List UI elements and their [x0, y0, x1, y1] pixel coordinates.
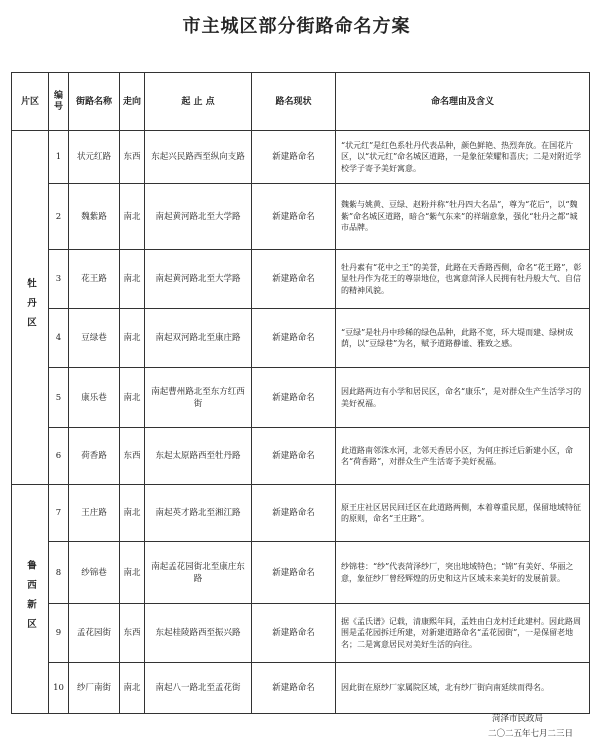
street-name-cell: 纱厂南街: [69, 663, 120, 714]
street-name-cell: 康乐巷: [69, 368, 120, 428]
street-name-cell: 花王路: [69, 250, 120, 309]
direction-cell: 南北: [120, 663, 145, 714]
status-cell: 新建路命名: [252, 542, 336, 604]
table-row: [12, 368, 590, 428]
row-number-cell: 2: [49, 184, 69, 250]
endpoints-cell: 东起太原路西至牡丹路: [145, 428, 252, 485]
header-direction: 走向: [120, 73, 145, 131]
table-row: [12, 131, 590, 184]
naming-table: [11, 72, 590, 714]
direction-cell: 南北: [120, 250, 145, 309]
row-number-cell: 10: [49, 663, 69, 714]
header-district: 片区: [12, 73, 49, 131]
endpoints-cell: 南起英才路北至湘江路: [145, 485, 252, 542]
reason-cell: 牡丹素有“花中之王”的美誉，此路在天香路西侧，命名“花王路”，彰显牡丹作为花王的尊崇地位，也寓意菏泽人民拥有牡丹般大气、自信的精神风貌。: [336, 250, 590, 309]
status-cell: 新建路命名: [252, 131, 336, 184]
reason-cell: 据《孟氏谱》记载，清康熙年间，孟姓由白龙村迁此建村。因此路周围是孟花园拆迁所建，对新建道路命名“孟花园街”，一是保留老地名；二是寓意居民对美好生活的向往。: [336, 604, 590, 663]
row-number-cell: 3: [49, 250, 69, 309]
status-cell: 新建路命名: [252, 250, 336, 309]
row-number-cell: 4: [49, 309, 69, 368]
reason-cell: 因此路两边有小学和居民区，命名“康乐”，是对群众生产生活学习的美好祝福。: [336, 368, 590, 428]
status-cell: 新建路命名: [252, 604, 336, 663]
row-number-cell: 8: [49, 542, 69, 604]
reason-cell: 魏紫与姚黄、豆绿、赵粉并称“牡丹四大名品”，尊为“花后”，以“魏紫”命名城区道路，暗合“紫气东来”的祥瑞意象，强化“牡丹之都”城市品牌。: [336, 184, 590, 250]
district-label: 牡丹区: [25, 278, 36, 337]
page-title: 市主城区部分街路命名方案: [182, 16, 411, 37]
table-row: [12, 428, 590, 485]
street-name-cell: 豆绿巷: [69, 309, 120, 368]
reason-cell: 因此街在原纱厂家属院区域，北有纱厂街向南延续而得名。: [336, 663, 590, 714]
direction-cell: 南北: [120, 542, 145, 604]
endpoints-cell: 南起孟花园街北至康庄东路: [145, 542, 252, 604]
row-number-cell: 7: [49, 485, 69, 542]
direction-cell: 南北: [120, 309, 145, 368]
endpoints-cell: 南起八一路北至孟花街: [145, 663, 252, 714]
reason-cell: 此道路南邻洙水河，北邻天香居小区，为何庄拆迁后新建小区，命名“荷香路”，对群众生产生活寄予美好祝福。: [336, 428, 590, 485]
street-name-cell: 魏紫路: [69, 184, 120, 250]
table-row: [12, 663, 590, 714]
table-header-row: [12, 73, 590, 131]
footer-date: 二〇二五年七月二三日: [487, 729, 573, 739]
row-number-cell: 6: [49, 428, 69, 485]
direction-cell: 东西: [120, 428, 145, 485]
status-cell: 新建路命名: [252, 309, 336, 368]
status-cell: 新建路命名: [252, 663, 336, 714]
endpoints-cell: 南起黄河路北至大学路: [145, 250, 252, 309]
row-number-cell: 1: [49, 131, 69, 184]
street-name-cell: 王庄路: [69, 485, 120, 542]
district-cell: [12, 485, 49, 714]
street-name-cell: 状元红路: [69, 131, 120, 184]
table-row: [12, 542, 590, 604]
street-name-cell: 荷香路: [69, 428, 120, 485]
status-cell: 新建路命名: [252, 485, 336, 542]
endpoints-cell: 东起桂陵路西至振兴路: [145, 604, 252, 663]
row-number-cell: 9: [49, 604, 69, 663]
endpoints-cell: 南起黄河路北至大学路: [145, 184, 252, 250]
table-row: [12, 485, 590, 542]
table-row: [12, 309, 590, 368]
status-cell: 新建路命名: [252, 184, 336, 250]
direction-cell: 南北: [120, 485, 145, 542]
table-row: [12, 604, 590, 663]
district-label: 鲁西新区: [25, 560, 36, 638]
footer-org: 菏泽市民政局: [491, 714, 543, 724]
header-reason: 命名理由及含义: [336, 73, 590, 131]
endpoints-cell: 东起兴民路西至纵向支路: [145, 131, 252, 184]
street-name-cell: 孟花园街: [69, 604, 120, 663]
status-cell: 新建路命名: [252, 368, 336, 428]
endpoints-cell: 南起双河路北至康庄路: [145, 309, 252, 368]
reason-cell: 纱锦巷：“纱”代表菏泽纱厂，突出地域特色；“锦”有美好、华丽之意，象征纱厂曾经辉煌的历史和这片区域未来美好的发展前景。: [336, 542, 590, 604]
district-cell: [12, 131, 49, 485]
direction-cell: 东西: [120, 131, 145, 184]
header-number: 编号: [49, 73, 69, 131]
direction-cell: 南北: [120, 368, 145, 428]
reason-cell: “状元红”是红色系牡丹代表品种，颜色鲜艳、热烈奔放。在国花片区，以“状元红”命名城区道路，一是象征荣耀和喜庆；二是对附近学校学子寄予美好寓意。: [336, 131, 590, 184]
header-endpoints: 起 止 点: [145, 73, 252, 131]
status-cell: 新建路命名: [252, 428, 336, 485]
header-name: 街路名称: [69, 73, 120, 131]
header-status: 路名现状: [252, 73, 336, 131]
direction-cell: 南北: [120, 184, 145, 250]
endpoints-cell: 南起曹州路北至东方红西街: [145, 368, 252, 428]
row-number-cell: 5: [49, 368, 69, 428]
direction-cell: 东西: [120, 604, 145, 663]
table-row: [12, 184, 590, 250]
reason-cell: 原王庄社区居民回迁区在此道路两侧，本着尊重民愿，保留地域特征的原则，命名“王庄路”。: [336, 485, 590, 542]
reason-cell: “豆绿”是牡丹中珍稀的绿色品种，此路不宽，环大堤而建、绿树成荫，以“豆绿巷”为名，赋予道路静谧、雅致之感。: [336, 309, 590, 368]
table-row: [12, 250, 590, 309]
street-name-cell: 纱锦巷: [69, 542, 120, 604]
